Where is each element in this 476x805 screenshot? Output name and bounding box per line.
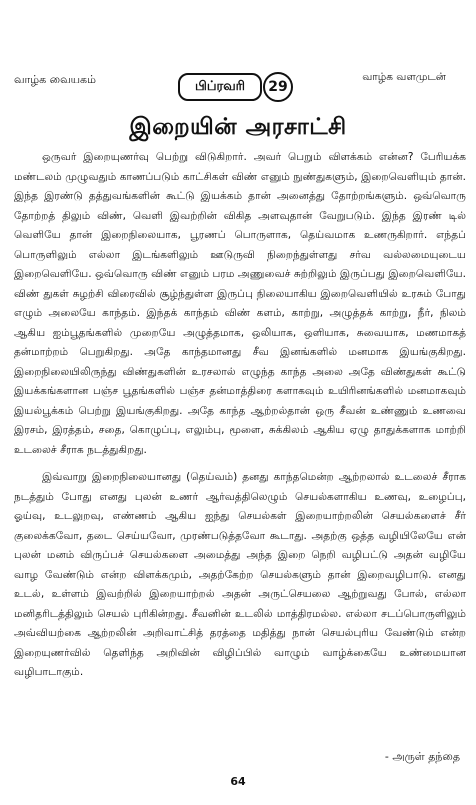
article-paragraph-2: இவ்வாறு இறைநிலையானது (தெய்வம்) தனது காந்தமென்ற ஆற்றலால் உடலைச் சீராக நடத்தும் போது எனது புலன் உணர் ஆர்வத்திலெழும் செயல்களாகிய உணவு, உழைப்பு, ஓய்வு, உடலுறவு, எண்ணம் ஆகிய ஐந்து செயல்கள் இறையாற்றலின் செயல்களைச் சீர் குலைக்கவோ, தடை செய்யவோ, முரண்படுத்தவோ கூடாது. அதற்கு ஒத்த வழியிலேயே என் புலன் மனம் விருப்பச் செயல்களை அமைத்து அந்த இறை நெறி வழிபட்டு அதன் வழியே வாழ வேண்டும் என்ற விளக்கமும், அதற்கேற்ற செயல்களும் தான் இறைவழிபாடு. எனது உடல், உள்ளம் இவற்றில் இறையாற்றல் அதன் அருட்செயலை ஆற்றுவது போல், எல்லா மனிதரிடத்திலும் செயல் புரிகின்றது. சீவனின் உடலில் மாத்திரமல்ல. எல்லா சடப்பொருளிலும் அவ்வியற்கை ஆற்றலின் அறிவாட்சித் தரத்தை மதித்து நான் செயல்புரிய வேண்டும் என்ற இறையுணர்வில் தெளிந்த அறிவின் விழிப்பில் வாழும் வாழ்க்கையே உண்மையான வழிபாடாகும். [14,471,466,678]
day-circle [263,72,293,102]
page-number: 64 [230,775,246,788]
day-number: 29 [268,79,288,95]
article-title: இறையின் அரசாட்சி [129,114,347,140]
header-right-motto: வாழ்க வளமுடன் [362,71,446,83]
month-label: பிப்ரவரி [194,79,246,94]
article-paragraph-1: ஒருவர் இறையுணர்வு பெற்று விடுகிறார். அவர் பெறும் விளக்கம் என்ன? பேரியக்க மண்டலம் முழுவதும் காணப்படும் காட்சிகள் விண் எனும் நுண்துகளும், இறைவெளியும் தான். இந்த இரண்டு தத்துவங்களின் கூட்டு இயக்கம் தான் அனைத்து தோற்றங்களும். ஒவ்வொரு தோற்றத் திலும் விண், வெளி இவற்றின் விகித அளவுதான் வேறுபடும். இந்த இரண் டில் வெளியே தான் இறைநிலையாக, பூரணப் பொருளாக, தெய்வமாக உணருகிறார். எந்தப் பொருளிலும் எல்லா இடங்களிலும் ஊடுருவி நிறைந்துள்ளது சர்வ வல்லமையுடைய இறைவெளியே. ஒவ்வொரு விண் எனும் பரம அணுவைச் சுற்றிலும் இருப்பது இறைவெளியே. விண் துகள் சுழற்சி விரைவில் சூழ்ந்துள்ள இருப்பு நிலையாகிய இறைவெளியில் உரசும் போது எழும் அலையே காந்தம். இந்தக் காந்தம் விண் களம், காற்று, அழுத்தக் காற்று, நீர், நிலம் ஆகிய ஐம்பூதங்களில் முறையே அழுத்தமாக, ஒலியாக, ஒளியாக, சுவையாக, மணமாகத் தன்மாற்றம் பெறுகிறது. அதே காந்தமானது சீவ இனங்களில் மனமாக இயங்குகிறது. இறைநிலையிலிருந்து விண்துகளின் உரசலால் எழுந்த காந்த அலை அதே விண்துகள் கூட்டு இயக்கங்களான பஞ்ச பூதங்களில் பஞ்ச தன்மாத்திரை களாகவும் உயிரினங்களில் மனமாகவும் இயல்பூக்கம் பெற்று இயங்குகிறது. அதே காந்த ஆற்றல்தான் ஒரு சீவன் உண்ணும் உணவை இரசம், இரத்தம், சதை, கொழுப்பு, எலும்பு, மூளை, சுக்கிலம் ஆகிய ஏழு தாதுக்களாக மாற்றி உடலைச் சீராக நடத்துகிறது. [14,151,466,456]
signature: - அருள் தந்தை [384,750,460,763]
header-left-motto: வாழ்க வையகம் [14,73,96,86]
article-body [14,148,466,683]
month-box [178,73,262,101]
